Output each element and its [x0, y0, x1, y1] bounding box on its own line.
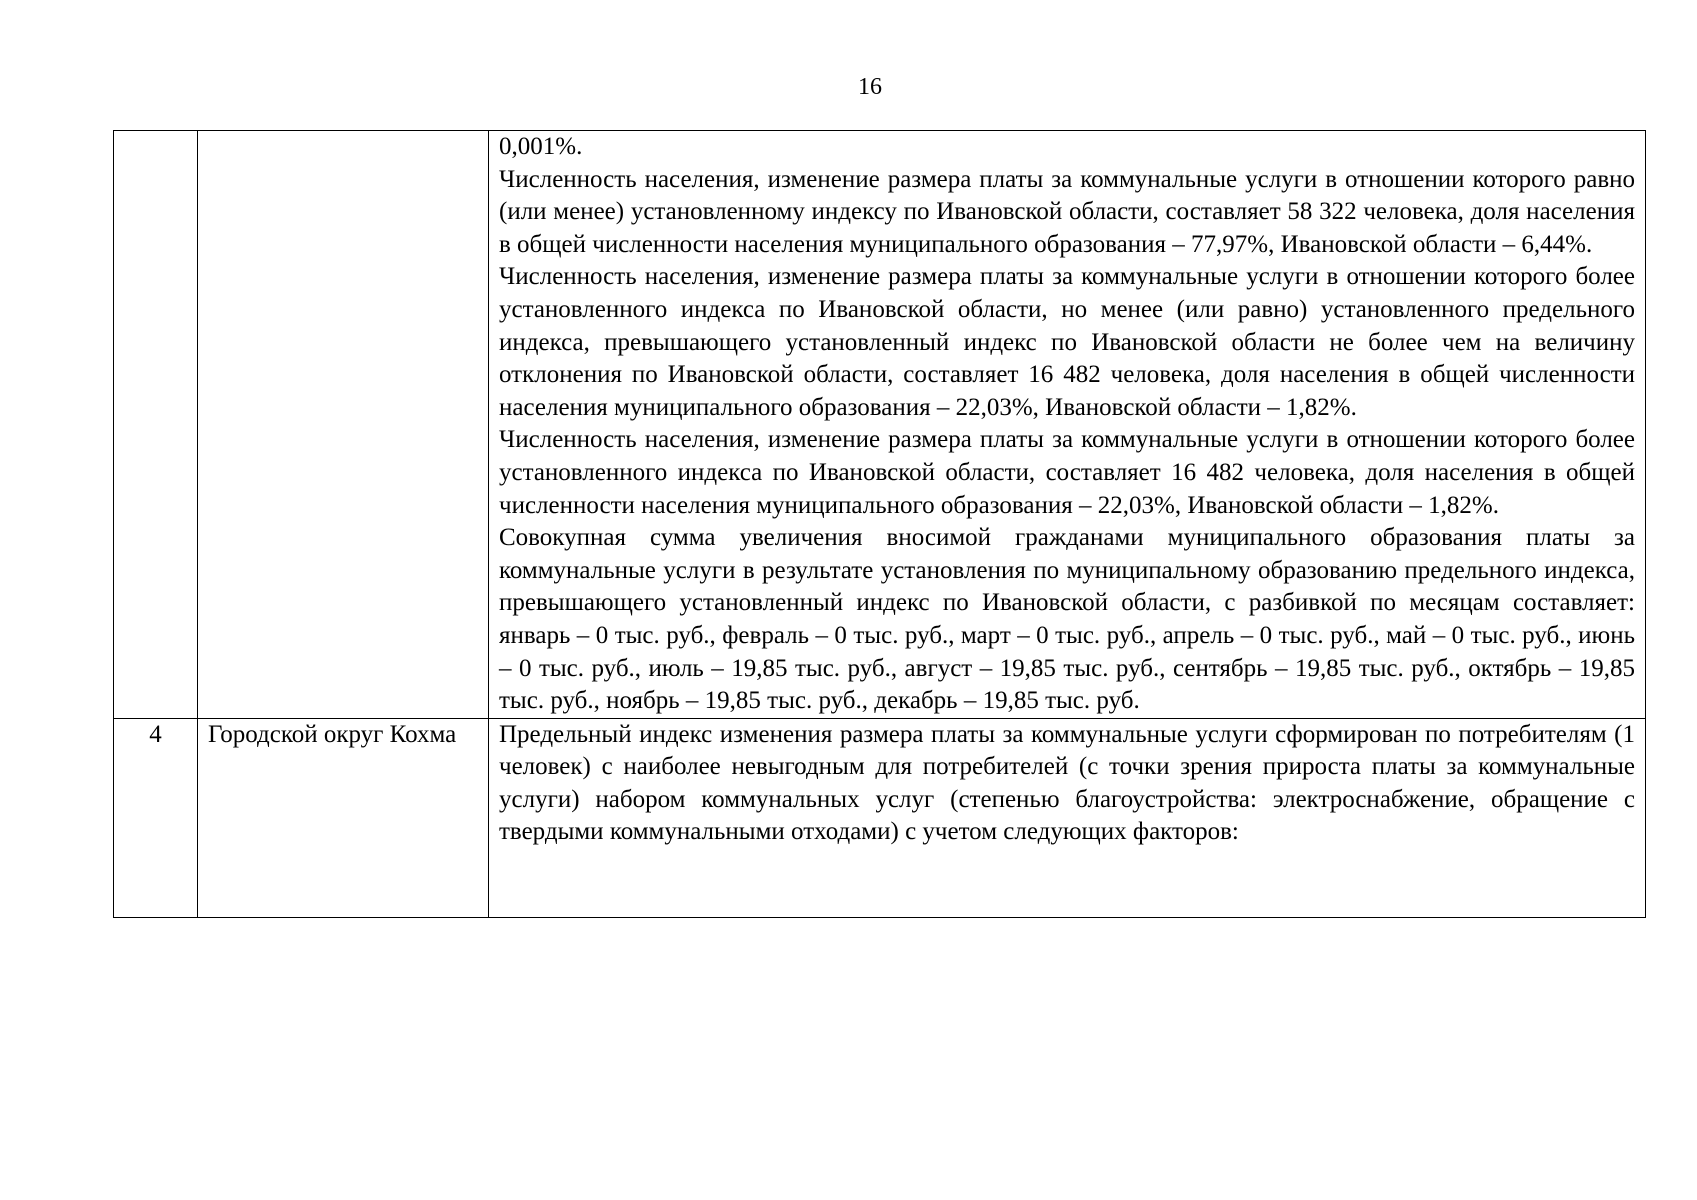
page-number: 16 [858, 74, 882, 100]
description-cell [489, 718, 1646, 917]
row-number-cell: 4 [114, 718, 198, 917]
paragraph: Численность населения, изменение размера платы за коммунальные услуги в отношении которого более установленного индекса по Ивановской области, но менее (или равно) установленного предельного индекса, превышающего установленный индекс по Ивановской области не более чем на величину отклонения по Ивановской области, составляет 16 482 человека, доля населения в общей численности населения муниципального образования – 22,03%, Ивановской области – 1,82%. [499, 263, 1635, 421]
table-row [114, 131, 1646, 719]
paragraph: Численность населения, изменение размера платы за коммунальные услуги в отношении которого более установленного индекса по Ивановской области, составляет 16 482 человека, доля населения в общей численности населения муниципального образования – 22,03%, Ивановской области – 1,82%. [499, 426, 1635, 519]
table-row [114, 718, 1646, 917]
municipality-name-cell: Городской округ Кохма [198, 718, 489, 917]
paragraph: 0,001%. [499, 133, 583, 160]
paragraph: Численность населения, изменение размера платы за коммунальные услуги в отношении которого равно (или менее) установленному индексу по Ивановской области, составляет 58 322 человека, доля населения в общей численности населения муниципального образования – 77,97%, Ивановской области – 6,44%. [499, 165, 1635, 258]
municipality-name-cell [198, 131, 489, 719]
paragraph: Совокупная сумма увеличения вносимой гражданами муниципального образования платы за коммунальные услуги в результате установления по муниципальному образованию предельного индекса, превышающего установленный индекс по Ивановской области, с разбивкой по месяцам составляет: январь – 0 тыс. руб., февраль – 0 тыс. руб., март – 0 тыс. руб., апрель – 0 тыс. руб., май – 0 тыс. руб., июнь – 0 тыс. руб., июль – 19,85 тыс. руб., август – 19,85 тыс. руб., сентябрь – 19,85 тыс. руб., октябрь – 19,85 тыс. руб., ноябрь – 19,85 тыс. руб., декабрь – 19,85 тыс. руб. [499, 524, 1635, 715]
row-number-cell [114, 131, 198, 719]
description-cell [489, 131, 1646, 719]
paragraph: Предельный индекс изменения размера платы за коммунальные услуги сформирован по потребителям (1 человек) с наиболее невыгодным для потребителей (с точки зрения прироста платы за коммунальные услуги) набором коммунальных услуг (степенью благоустройства: электроснабжение, обращение с твердыми коммунальными отходами) с учетом следующих факторов: [499, 720, 1635, 846]
document-table [113, 130, 1646, 918]
